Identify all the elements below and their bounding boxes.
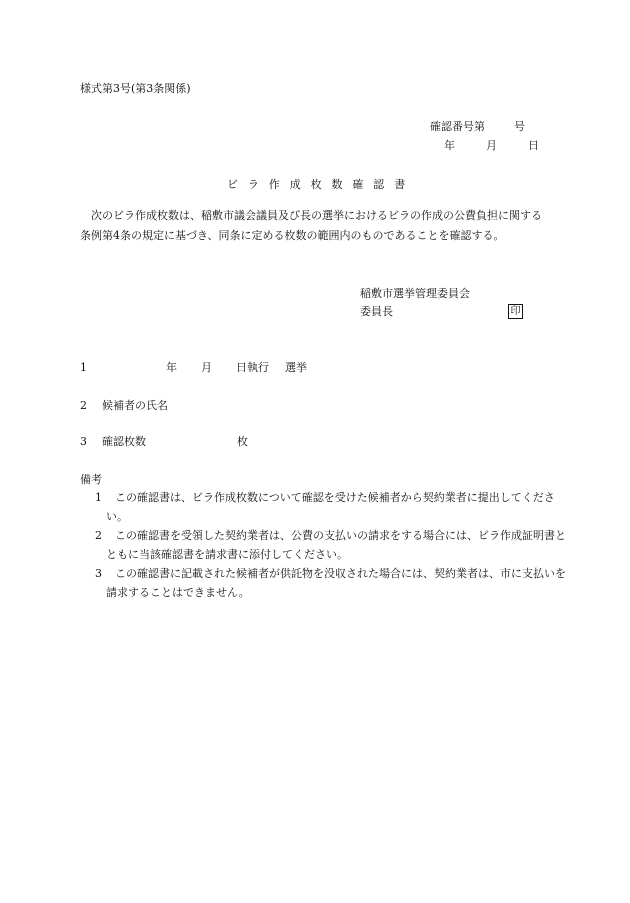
note-3-number: 3: [95, 567, 102, 580]
confirm-number-prefix: 確認番号第: [430, 120, 485, 133]
note-2-text: この確認書を受領した契約業者は、公費の支払いの請求をする場合には、ビラ作成証明書とともに当該確認書を請求書に添付してください。: [106, 529, 566, 561]
issuer-position: 委員長: [360, 305, 393, 318]
item-1-month: 月: [201, 361, 212, 374]
date-month: 月: [486, 139, 497, 152]
item-1: [80, 361, 87, 375]
item-2: [80, 399, 168, 413]
seal-mark: [508, 304, 523, 319]
item-3-number: 3: [80, 435, 87, 448]
item-3: [80, 435, 146, 449]
issuer-organization: 稲敷市選挙管理委員会: [360, 287, 470, 300]
note-3: [95, 564, 566, 602]
date-year: 年: [444, 139, 455, 152]
note-2-number: 2: [95, 529, 102, 542]
item-3-unit: 枚: [237, 435, 248, 448]
item-1-day-exec: 日執行: [236, 361, 269, 374]
item-1-number: 1: [80, 361, 87, 374]
note-1-number: 1: [95, 491, 102, 504]
notes-heading: 備考: [80, 473, 102, 486]
confirm-number: [430, 120, 525, 134]
body-paragraph: 次のビラ作成枚数は、稲敷市議会議員及び長の選挙におけるビラの作成の公費負担に関する条例第4条の規定に基づき、同条に定める枚数の範囲内のものであることを確認する。: [80, 209, 542, 242]
seal-icon: 印: [508, 304, 523, 319]
note-3-text: この確認書に記載された候補者が供託物を没収された場合には、契約業者は、市に支払いを請求することはできません。: [106, 567, 566, 599]
document-title: ビラ作成枚数確認書: [227, 178, 416, 191]
form-label: 様式第3号(第3条関係): [80, 82, 191, 95]
item-2-number: 2: [80, 399, 87, 412]
issue-date: [444, 139, 539, 153]
item-2-label: 候補者の氏名: [102, 399, 168, 412]
item-1-election: 選挙: [285, 361, 307, 374]
item-3-label: 確認枚数: [102, 435, 146, 448]
confirm-number-suffix: 号: [514, 120, 525, 133]
item-1-year: 年: [166, 361, 177, 374]
note-1: [95, 488, 566, 526]
date-day: 日: [528, 139, 539, 152]
note-2: [95, 526, 566, 564]
note-1-text: この確認書は、ビラ作成枚数について確認を受けた候補者から契約業者に提出してください。: [106, 491, 555, 523]
